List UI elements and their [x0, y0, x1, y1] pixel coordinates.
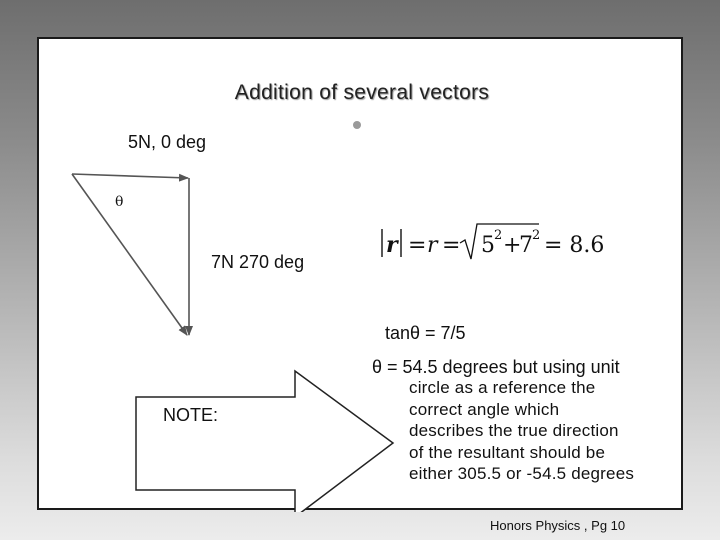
- formula-exp2: 2: [532, 228, 541, 243]
- tan-equation: tanθ = 7/5: [385, 323, 466, 343]
- formula-equals-1: =: [408, 233, 427, 258]
- footer-text: Honors Physics , Pg 10: [490, 518, 626, 533]
- formula-r-bold: r: [386, 232, 398, 258]
- formula-term1: 5: [481, 233, 495, 258]
- formula-equals-2: =: [442, 233, 461, 258]
- explanation-text: circle as a reference the correct angle which describes the true direction of the resultant should be either 305.5 or -54.5 degrees: [409, 378, 635, 483]
- theta-result: θ = 54.5 degrees but using unit: [372, 357, 620, 377]
- vector2-label: 7N 270 deg: [211, 252, 305, 272]
- formula-r-italic: r: [427, 233, 438, 258]
- formula-plus: +: [503, 233, 522, 258]
- slide: [37, 37, 683, 533]
- formula-exp1: 2: [494, 228, 503, 243]
- angle-symbol: θ: [115, 194, 124, 210]
- formula-result: = 8.6: [544, 233, 605, 258]
- slide-title: Addition of several vectors: [234, 81, 490, 104]
- note-arrow-shape: [39, 39, 685, 512]
- formula-term2: 7: [519, 233, 533, 258]
- note-label: NOTE:: [163, 405, 219, 425]
- vector1-label: 5N, 0 deg: [128, 132, 207, 152]
